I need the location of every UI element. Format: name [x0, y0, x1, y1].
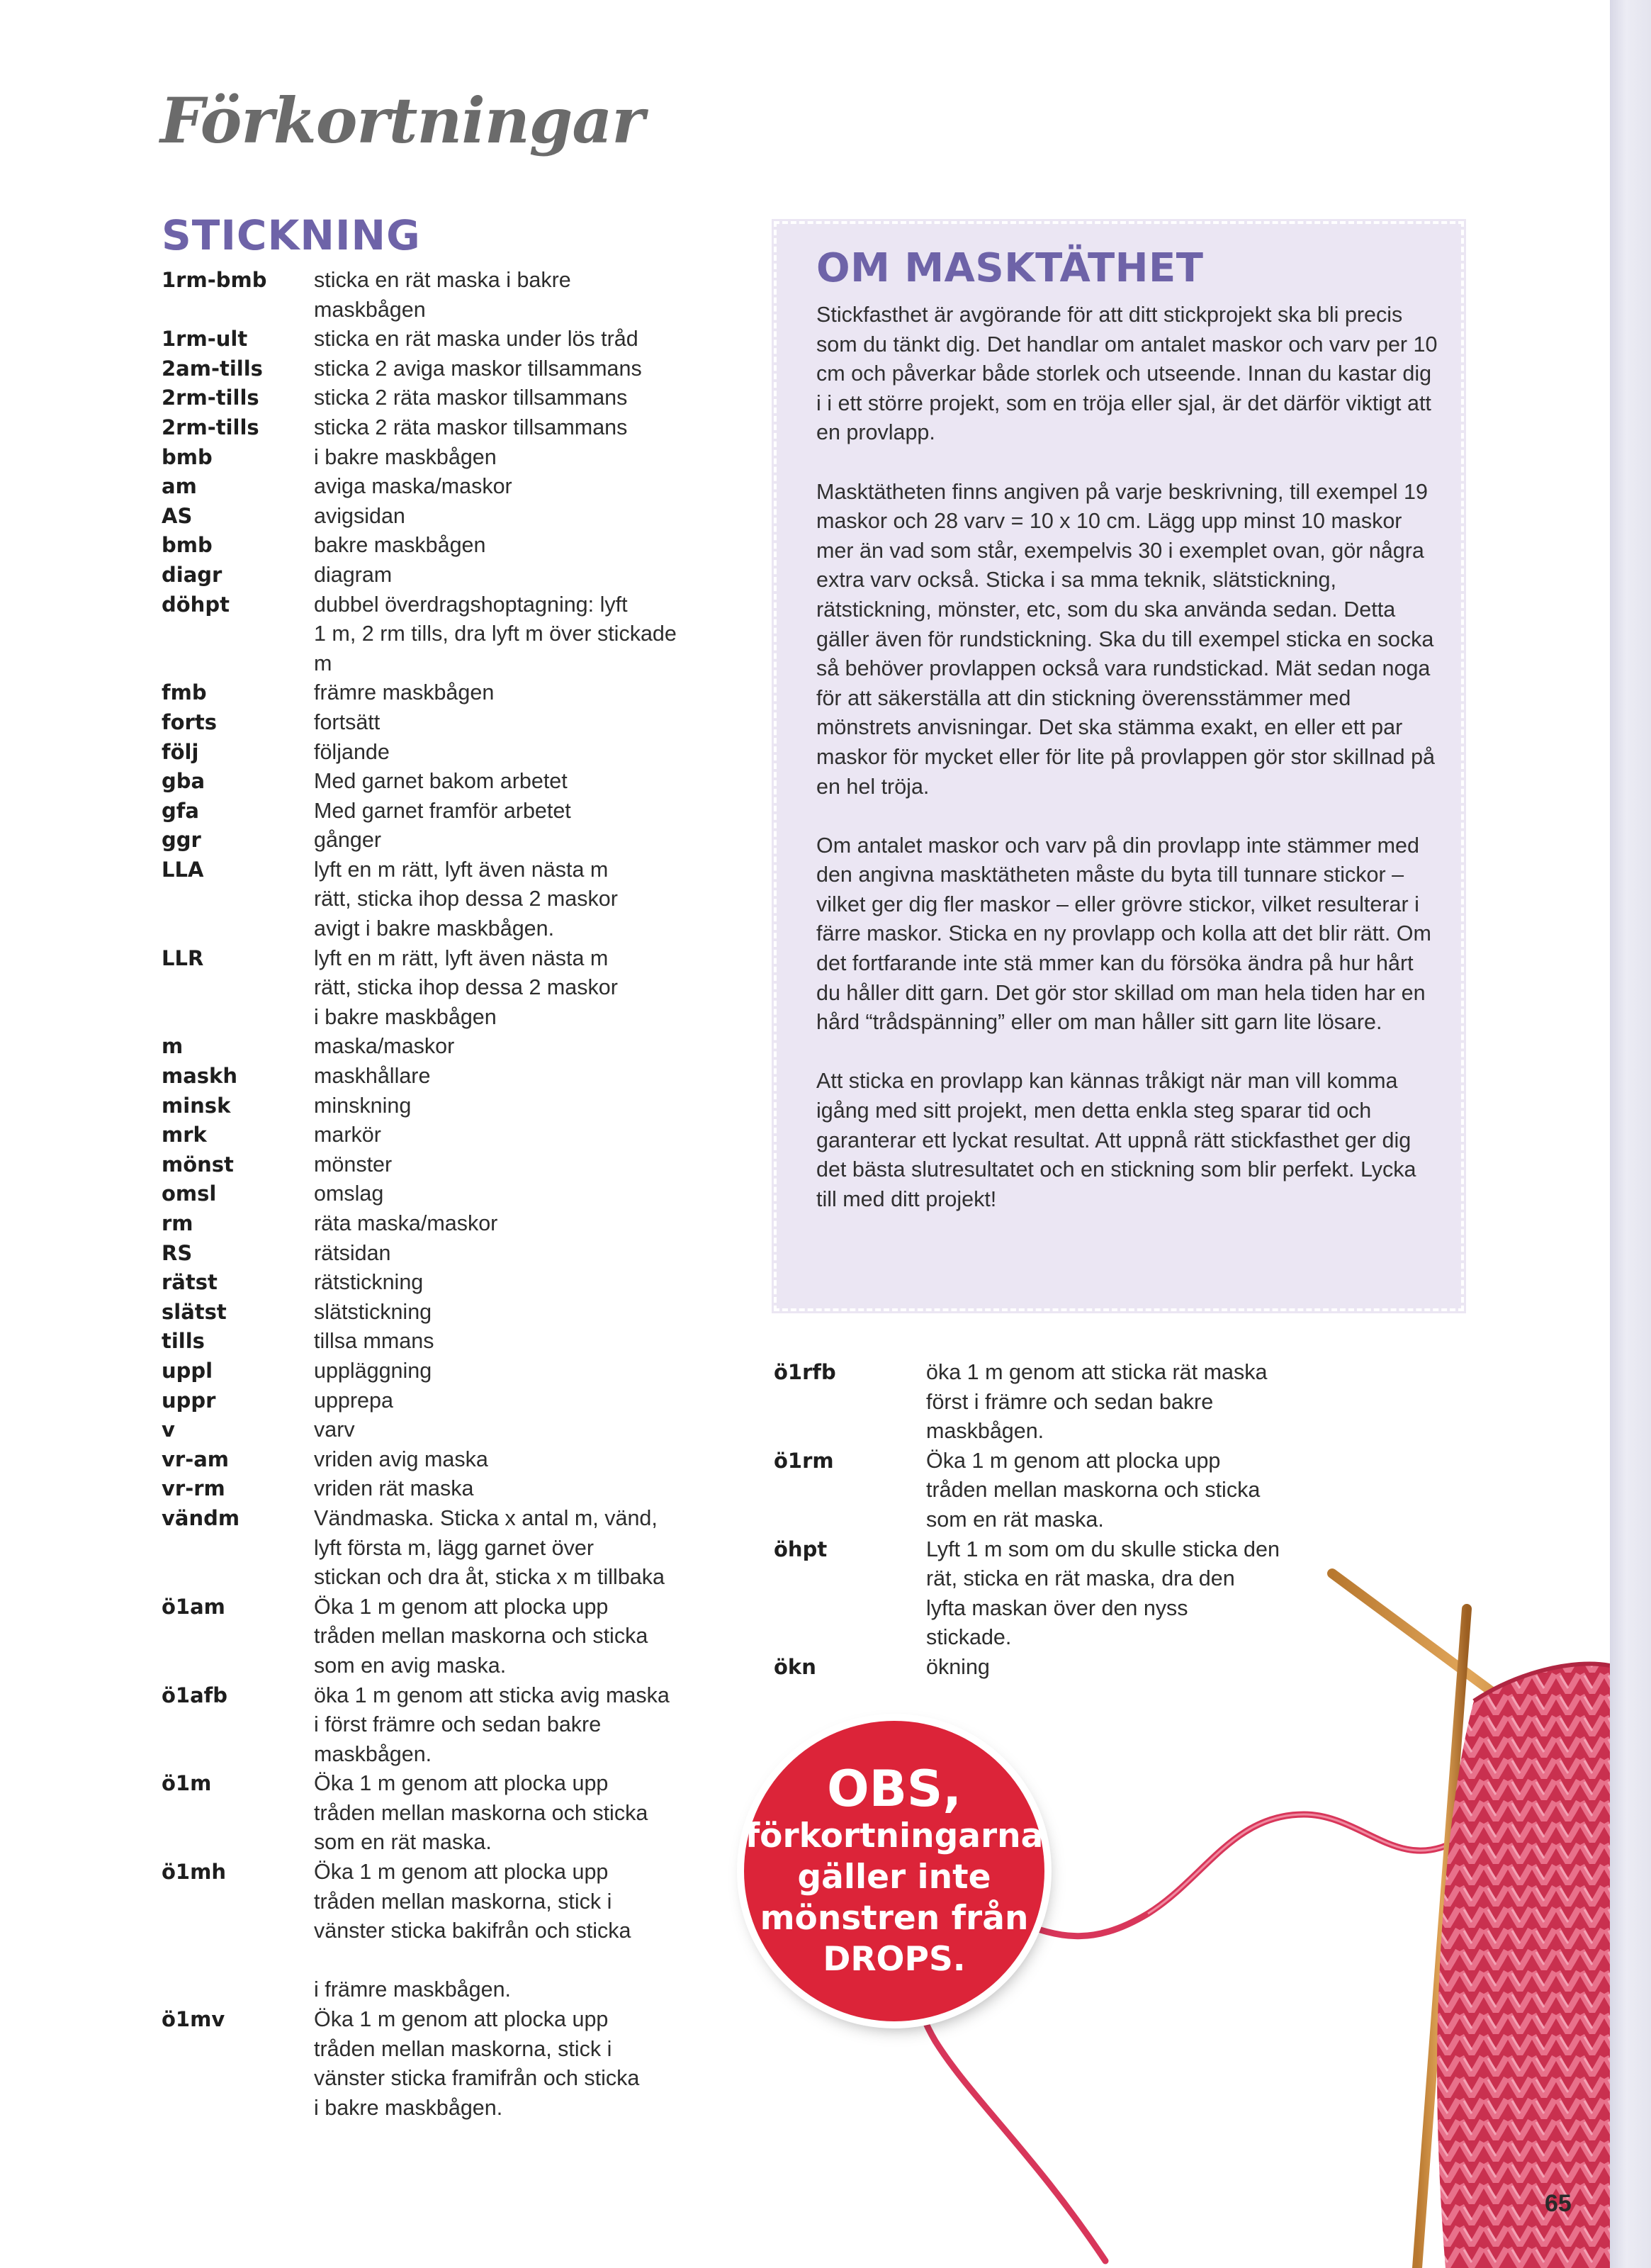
section-heading: STICKNING	[162, 211, 421, 259]
abbreviation-row	[162, 1091, 700, 1121]
abbreviation-row	[162, 1239, 700, 1269]
abbreviation-term: 2rm-tills bmb	[162, 415, 259, 469]
abbreviation-term: LLR	[162, 945, 204, 970]
abbreviation-definition: aviga maska/maskor	[314, 474, 512, 499]
abbreviation-row	[162, 1179, 700, 1209]
abbreviation-term: fmb	[162, 680, 207, 705]
abbreviation-definition: Med garnet framför arbetet	[314, 798, 571, 823]
abbreviation-row	[162, 1386, 700, 1416]
abbreviation-definition: Lyft 1 m som om du skulle sticka den rät, sticka en rät maska, dra den lyfta maskan över den nyss stickade.	[926, 1537, 1280, 1650]
abbreviation-row	[162, 1298, 700, 1327]
abbreviation-row	[162, 561, 700, 590]
abbreviation-row	[162, 2005, 700, 2123]
abbreviation-definition: mönster	[314, 1152, 393, 1177]
abbreviation-term: uppl	[162, 1358, 213, 1383]
abbreviation-definition: fortsätt	[314, 709, 381, 734]
abbreviation-row	[162, 531, 700, 561]
abbreviation-row	[162, 1268, 700, 1298]
abbreviation-term: rätst	[162, 1270, 218, 1295]
abbreviation-row	[162, 1474, 700, 1504]
abbreviation-term: ö1rm	[774, 1448, 834, 1473]
abbreviation-row	[162, 738, 700, 768]
abbreviation-definition: vriden avig maska	[314, 1447, 488, 1471]
abbreviation-definition: varv	[314, 1418, 355, 1442]
abbreviation-term: 2am-tills	[162, 356, 263, 381]
abbreviation-definition: sticka 2 räta maskor tillsammans	[314, 386, 628, 410]
abbreviation-definition: lyft en m rätt, lyft även nästa m rätt, sticka ihop dessa 2 maskor i bakre maskbågen	[314, 945, 618, 1029]
abbreviation-definition: Vändmaska. Sticka x antal m, vänd, lyft första m, lägg garnet över stickan och dra åt, sticka x m tillbaka	[314, 1505, 665, 1590]
abbreviation-definition: slätstickning	[314, 1299, 432, 1324]
abbreviation-term: öhpt	[774, 1537, 828, 1561]
abbreviation-row	[162, 767, 700, 797]
abbreviation-definition: omslag	[314, 1181, 384, 1206]
abbreviation-definition: rätsidan	[314, 1240, 391, 1265]
abbreviation-row	[162, 1357, 700, 1386]
info-paragraph: Om antalet maskor och varv på din provlapp inte stämmer med den angivna masktätheten måste du byta till tunnare stickor – vilket ger dig fler maskor – eller grövre stickor, vilket resulterar i färre maskor. Sticka en ny provlapp och kolla att det blir rätt. Om det fortfarande inte stä mmer kan du försöka ändra på hur hårt du håller ditt garn. Det gör stor skillad om man hela tiden har en hård “trådspänning” eller om man håller sitt garn lite lösare.	[816, 833, 1431, 1035]
info-paragraph: Att sticka en provlapp kan kännas tråkigt när man vill komma igång med sitt projekt, men detta enkla steg sparar tid och garanterar ett lyckat resultat. Att uppnå rätt stickfasthet ger dig det bästa slutresultatet och en stickning som blir perfekt. Lycka till med ditt projekt!	[816, 1069, 1416, 1211]
abbreviation-definition: avigsidan	[314, 503, 405, 528]
abbreviation-row	[774, 1358, 1312, 1447]
abbreviation-list	[162, 266, 700, 2123]
abbreviation-term: vr-rm	[162, 1476, 225, 1501]
abbreviation-term: mrk	[162, 1123, 207, 1147]
abbreviation-row	[162, 1445, 700, 1475]
obs-badge	[744, 1721, 1044, 2021]
abbreviation-term: döhpt	[162, 592, 230, 617]
abbreviation-definition: Öka 1 m genom att plocka upp tråden mellan maskorna, stick i vänster sticka bakifrån och sticka i främre maskbågen.	[314, 1860, 631, 2002]
abbreviation-row	[162, 1415, 700, 1445]
abbreviation-definition: räta maska/maskor	[314, 1211, 498, 1235]
abbreviation-definition: markör	[314, 1123, 381, 1147]
abbreviation-row	[162, 383, 700, 413]
abbreviation-term: rm	[162, 1211, 193, 1235]
abbreviation-term: diagr	[162, 562, 222, 587]
info-box-body	[816, 301, 1440, 1244]
abbreviation-definition: diagram	[314, 562, 393, 587]
abbreviation-term: v	[162, 1418, 175, 1442]
abbreviation-definition: Med garnet bakom arbetet	[314, 769, 568, 794]
abbreviation-row	[162, 855, 700, 944]
abbreviation-definition: ökning	[926, 1654, 990, 1679]
abbreviation-row	[162, 1150, 700, 1180]
abbreviation-row	[162, 1681, 700, 1770]
abbreviation-row	[162, 1062, 700, 1091]
abbreviation-row	[774, 1447, 1312, 1535]
abbreviation-term: m	[162, 1034, 184, 1059]
info-paragraph: Masktätheten finns angiven på varje beskrivning, till exempel 19 maskor och 28 varv = 10 x 10 cm. Lägg upp minst 10 maskor mer än vad som står, exempelvis 30 i exemplet ovan, gör några extra varv också. Sticka i sa mma teknik, slätstickning, rätstickning, mönster, etc, som du ska använda sedan. Detta gäller även för rundstickning. Ska du till exempel sticka en socka så behöver provlappen också vara rundstickad. Mät sedan noga för att säkerställa att din stickning överensstämmer med mönstrets anvisningar. Det ska stämma exakt, en eller ett par maskor för mycket eller för lite på provlappen gör stor skillnad på en hel tröja.	[816, 479, 1436, 799]
abbreviation-row	[162, 708, 700, 738]
abbreviation-definition: uppläggning	[314, 1358, 432, 1383]
abbreviation-definition: bakre maskbågen	[314, 533, 486, 558]
page-number: 65	[1545, 2190, 1572, 2217]
abbreviation-term: omsl	[162, 1181, 217, 1206]
abbreviation-row	[162, 1032, 700, 1062]
abbreviation-definition: följande	[314, 739, 390, 764]
abbreviation-term: mönst	[162, 1152, 234, 1177]
abbreviation-definition: maska/maskor	[314, 1034, 455, 1059]
abbreviation-term: ö1m	[162, 1771, 212, 1796]
abbreviation-row	[162, 797, 700, 826]
abbreviation-row	[162, 325, 700, 354]
abbreviation-definition: sticka 2 räta maskor tillsammans i bakre maskbågen	[314, 415, 628, 469]
abbreviation-term: vändm	[162, 1505, 240, 1530]
abbreviation-row	[162, 826, 700, 855]
abbreviation-term: ö1am	[162, 1594, 225, 1619]
abbreviation-definition: minskning	[314, 1093, 412, 1118]
abbreviation-definition: Öka 1 m genom att plocka upp tråden mellan maskorna, stick i vänster sticka framifrån och sticka i bakre maskbågen.	[314, 2007, 640, 2120]
abbreviation-definition: främre maskbågen	[314, 680, 495, 705]
abbreviation-row	[162, 1121, 700, 1150]
abbreviation-row	[162, 678, 700, 708]
abbreviation-row	[162, 266, 700, 325]
abbreviation-term: gfa	[162, 798, 199, 823]
abbreviation-definition: Öka 1 m genom att plocka upp tråden mellan maskorna och sticka som en rät maska.	[926, 1448, 1261, 1532]
abbreviation-definition: Öka 1 m genom att plocka upp tråden mellan maskorna och sticka som en rät maska.	[314, 1771, 648, 1855]
abbreviation-term: ö1rfb	[774, 1360, 836, 1384]
abbreviation-row	[162, 1504, 700, 1593]
abbreviation-term: LLA	[162, 857, 204, 882]
abbreviation-definition: maskhållare	[314, 1064, 431, 1089]
abbreviation-term: slätst	[162, 1299, 227, 1324]
abbreviation-row	[162, 354, 700, 384]
abbreviation-row	[162, 502, 700, 532]
abbreviation-row	[162, 413, 700, 472]
abbreviation-term: maskh	[162, 1064, 237, 1089]
badge-text: förkortningarna gäller inte mönstren från DROPS.	[745, 1817, 1044, 1979]
abbreviation-term: minsk	[162, 1093, 231, 1118]
abbreviation-definition: sticka en rät maska under lös tråd	[314, 327, 638, 352]
abbreviation-term: 1rm-ult	[162, 327, 248, 352]
abbreviation-definition: sticka en rät maska i bakre maskbågen	[314, 268, 571, 322]
abbreviation-definition: sticka 2 aviga maskor tillsammans	[314, 356, 642, 381]
abbreviation-row	[162, 1769, 700, 1858]
abbreviation-term: gba	[162, 769, 205, 794]
abbreviation-row	[162, 590, 700, 679]
abbreviation-term: AS	[162, 503, 193, 528]
abbreviation-term: ggr	[162, 828, 201, 853]
abbreviation-definition: gånger	[314, 828, 381, 853]
abbreviation-definition: dubbel överdragshoptagning: lyft 1 m, 2 rm tills, dra lyft m över stickade m	[314, 592, 677, 675]
abbreviation-term: uppr	[162, 1388, 216, 1413]
abbreviation-row	[162, 1209, 700, 1239]
abbreviation-term: am	[162, 474, 197, 499]
abbreviation-term: forts	[162, 709, 217, 734]
abbreviation-term: vr-am	[162, 1447, 230, 1471]
badge-title: OBS,	[827, 1760, 962, 1818]
abbreviation-definition: lyft en m rätt, lyft även nästa m rätt, sticka ihop dessa 2 maskor avigt i bakre maskbågen.	[314, 857, 618, 941]
abbreviation-term: ö1afb	[162, 1683, 228, 1707]
abbreviation-definition: upprepa	[314, 1388, 393, 1413]
abbreviation-term: 1rm-bmb	[162, 268, 267, 292]
abbreviation-term: 2rm-tills	[162, 386, 259, 410]
gauge-info-box	[774, 221, 1464, 1311]
abbreviation-term: ö1mh	[162, 1860, 226, 1885]
abbreviation-term: följ	[162, 739, 199, 764]
abbreviation-definition: öka 1 m genom att sticka avig maska i först främre och sedan bakre maskbågen.	[314, 1683, 670, 1766]
abbreviation-definition: rätstickning	[314, 1270, 424, 1295]
knitted-fabric	[1437, 1663, 1610, 2268]
abbreviation-term: ökn	[774, 1654, 816, 1679]
abbreviation-term: tills	[162, 1329, 205, 1354]
abbreviation-row	[162, 1593, 700, 1681]
abbreviation-row	[162, 1858, 700, 2005]
abbreviation-definition: tillsa mmans	[314, 1329, 434, 1354]
abbreviation-definition: vriden rät maska	[314, 1476, 474, 1501]
abbreviation-term: bmb	[162, 533, 213, 558]
abbreviation-definition: öka 1 m genom att sticka rät maska först i främre och sedan bakre maskbågen.	[926, 1360, 1268, 1444]
info-box-heading: OM MASKTÄTHET	[816, 245, 1204, 291]
abbreviation-definition: Öka 1 m genom att plocka upp tråden mellan maskorna och sticka som en avig maska.	[314, 1594, 648, 1678]
abbreviation-row	[162, 472, 700, 502]
abbreviation-term: ö1mv	[162, 2007, 225, 2032]
abbreviation-row	[162, 1327, 700, 1357]
abbreviation-row	[162, 944, 700, 1033]
page-edge-strip	[1610, 0, 1651, 2268]
abbreviation-term: RS	[162, 1240, 193, 1265]
page-title: Förkortningar	[160, 84, 644, 157]
info-paragraph: Stickfasthet är avgörande för att ditt stickprojekt ska bli precis som du tänkt dig. Det handlar om antalet maskor och varv per 10 cm och påverkar både storlek och utseende. Innan du kastar dig i i ett större projekt, som en tröja eller sjal, är det därför viktigt att en provlapp.	[816, 303, 1438, 445]
